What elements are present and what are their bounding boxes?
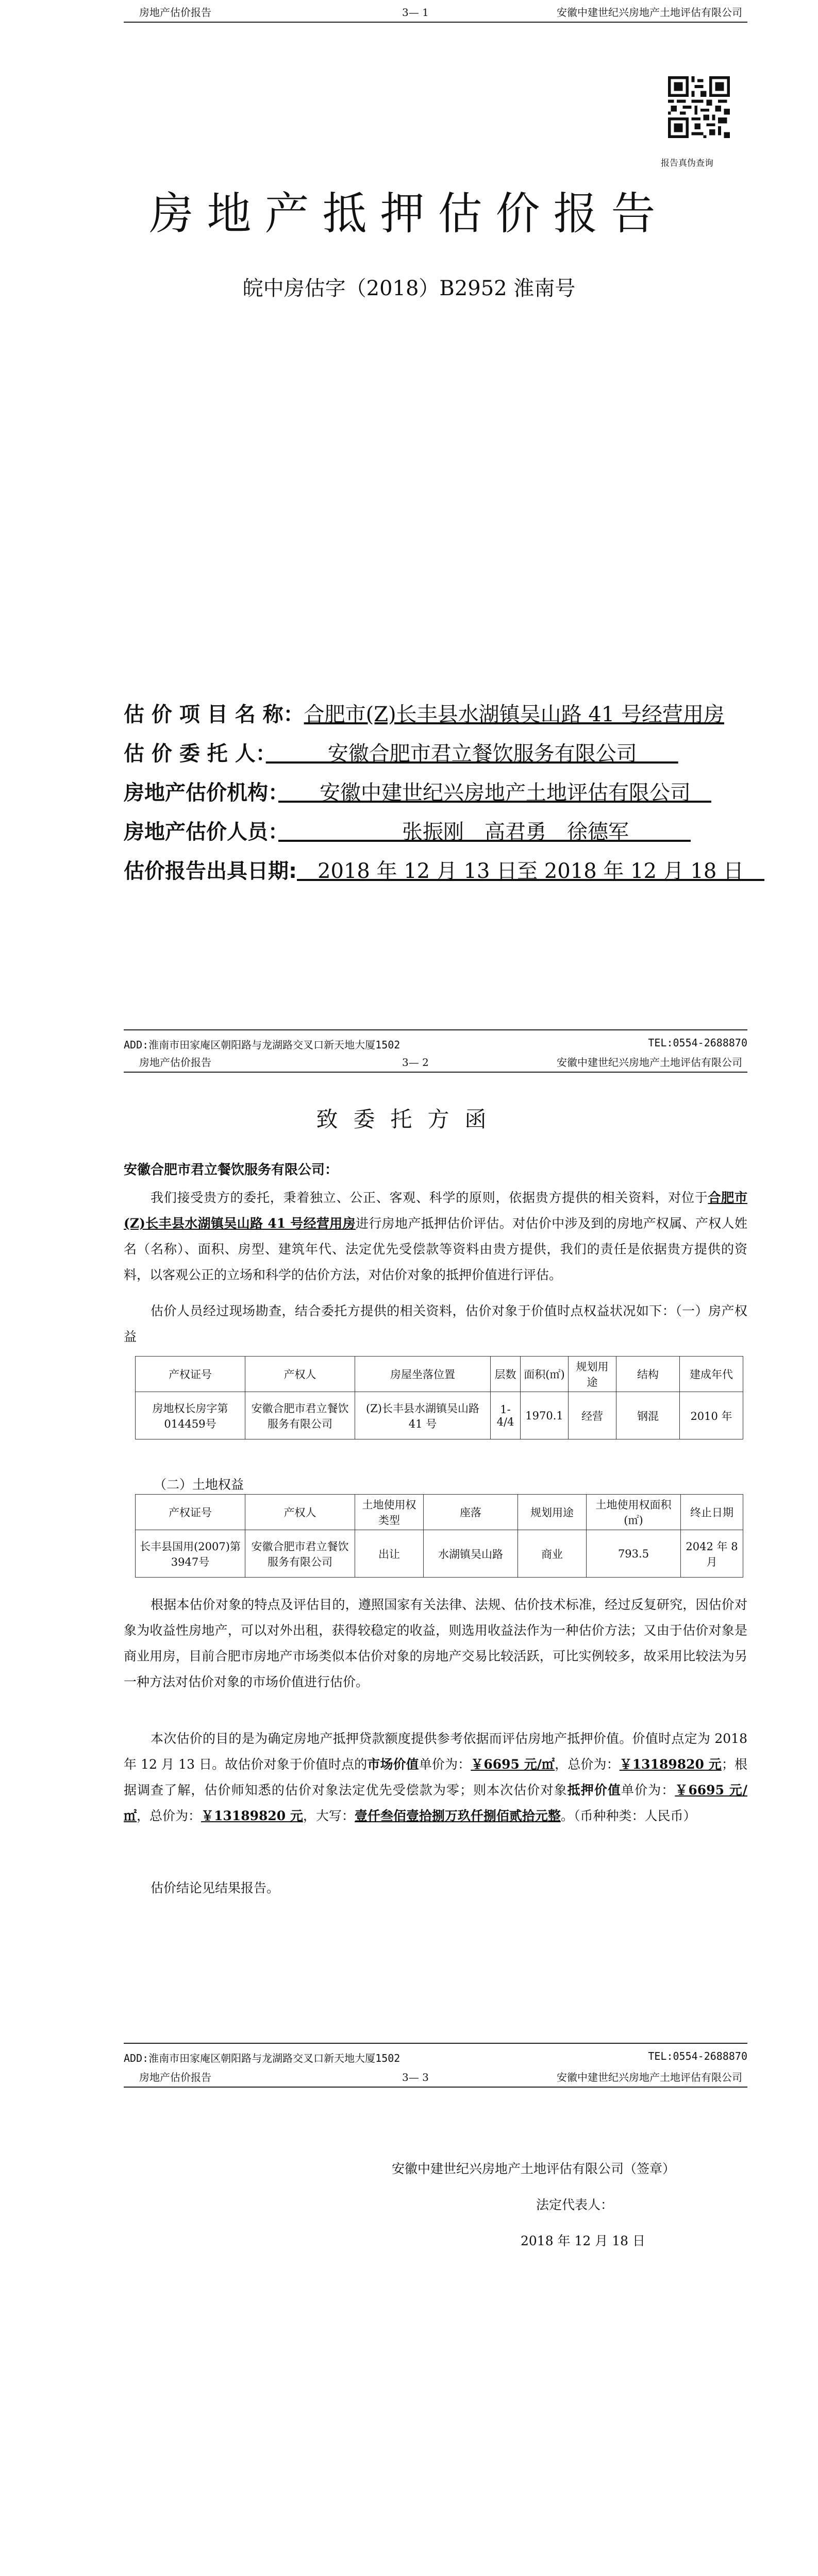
report-number: 皖中房估字（2018）B2952 淮南号 <box>242 277 576 300</box>
table-row <box>136 1392 743 1439</box>
p4-mortgage-value-label: 抵押价值 <box>567 1783 621 1798</box>
signature-legal-rep: 法定代表人： <box>536 2197 614 2212</box>
qr-caption: 报告真伪查询 <box>661 158 713 168</box>
table-cell: 1970.1 <box>521 1392 569 1439</box>
footer-address: ADD:淮南市田家庵区朝阳路与龙湖路交叉口新天地大厦1502 <box>124 2052 400 2064</box>
table-cell: 房地权长房字第014459号 <box>136 1392 245 1439</box>
table-header-cell: 产权人 <box>245 1357 355 1392</box>
page-header-2 <box>124 1054 747 1073</box>
letter-paragraph-2: 估价人员经过现场勘查，结合委托方提供的相关资料，估价对象于价值时点权益状况如下：（一）房产权益 <box>124 1303 747 1344</box>
land-rights-table <box>135 1494 743 1578</box>
p4-text: ，总价为： <box>555 1757 620 1772</box>
land-rights-label: （二）土地权益 <box>154 1477 244 1492</box>
table-header-cell: 座落 <box>424 1495 518 1530</box>
p1-property-name: 合肥市(Z)长丰县水湖镇吴山路 41 号经营用房 <box>124 1190 747 1231</box>
table-cell: 2010 年 <box>680 1392 743 1439</box>
letter-paragraph-1 <box>124 1185 747 1288</box>
signature-company: 安徽中建世纪兴房地产土地评估有限公司（签章） <box>392 2161 676 2176</box>
letter-paragraph-3: 根据本估价对象的特点及评估目的，遵照国家有关法律、法规、估价技术标准，经过反复研究，因估价对象为收益性房地产，可以对外出租，获得较稳定的收益，则选用收益法作为一种估价方法；又由于估价对象是商业用房，目前合肥市房地产市场类似本估价对象的房地产交易比较活跃，可比实例较多，故采用比较法为另一种方法对估价对象的市场价值进行估价。 <box>124 1597 747 1689</box>
table-header-cell: 规划用途 <box>569 1357 616 1392</box>
p4-text: ；根据调查了解，估价师知悉的估价对象法定优先受偿款为零；则本次估价对象 <box>124 1757 747 1798</box>
table-header-cell: 产权证号 <box>136 1495 245 1530</box>
qr-code-icon <box>668 76 730 138</box>
footer-tel: TEL:0554-2688870 <box>648 2050 747 2062</box>
table-cell: (Z)长丰县水湖镇吴山路 41 号 <box>355 1392 491 1439</box>
p4-mortgage-total-price: ￥13189820 元 <box>201 1808 303 1823</box>
p4-amount-in-words: 壹仟叁佰壹拾捌万玖仟捌佰贰拾元整 <box>354 1808 561 1823</box>
info-row-appraisers <box>124 816 691 845</box>
table-cell: 水湖镇吴山路 <box>424 1530 518 1578</box>
info-value: 安徽合肥市君立餐饮服务有限公司 <box>265 742 678 766</box>
info-row-agency <box>124 776 711 806</box>
letter-paragraph-4 <box>124 1726 747 1829</box>
letter-addressee: 安徽合肥市君立餐饮服务有限公司： <box>124 1162 339 1178</box>
info-value: 安徽中建世纪兴房地产土地评估有限公司 <box>278 781 711 805</box>
table-cell: 经营 <box>569 1392 616 1439</box>
table-header-cell: 产权证号 <box>136 1357 245 1392</box>
p4-text: 单价为： <box>419 1757 471 1772</box>
p4-mortgage-unit-price: ￥6695 元/㎡ <box>124 1783 747 1823</box>
table-header-cell: 结构 <box>616 1357 680 1392</box>
page-footer-2 <box>124 2043 747 2065</box>
footer-tel: TEL:0554-2688870 <box>648 1037 747 1049</box>
table-cell: 安徽合肥市君立餐饮服务有限公司 <box>245 1530 355 1578</box>
header-company: 安徽中建世纪兴房地产土地评估有限公司 <box>557 1056 742 1069</box>
p4-text: ，大写： <box>303 1808 355 1823</box>
info-label: 估 价 项 目 名 称： <box>124 703 304 726</box>
table-header-cell: 终止日期 <box>681 1495 743 1530</box>
footer-address: ADD:淮南市田家庵区朝阳路与龙湖路交叉口新天地大厦1502 <box>124 1039 400 1051</box>
table-cell: 钢混 <box>616 1392 680 1439</box>
header-page-number: 3— 2 <box>402 1056 429 1069</box>
table-cell: 793.5 <box>587 1530 681 1578</box>
table-header-cell: 土地使用权面积(㎡) <box>587 1495 681 1530</box>
info-row-project <box>124 698 724 727</box>
table-header-cell: 产权人 <box>245 1495 355 1530</box>
signature-date: 2018 年 12 月 18 日 <box>521 2233 645 2248</box>
p1-text-2: 进行房地产抵押估价评估。对估价中涉及到的房地产权属、产权人姓名（名称）、面积、房型、建筑年代、法定优先受偿款等资料由贵方提供，我们的责任是依据贵方提供的资料，以客观公正的立场和科学的估价方法，对估价对象的抵押价值进行评估。 <box>124 1216 747 1282</box>
table-header-cell: 房屋坐落位置 <box>355 1357 491 1392</box>
info-row-date <box>124 855 764 884</box>
info-value: 张振刚 高君勇 徐德军 <box>278 820 691 844</box>
table-cell: 商业 <box>518 1530 587 1578</box>
table-row <box>136 1530 743 1578</box>
info-value: 2018 年 12 月 13 日至 2018 年 12 月 18 日 <box>297 859 765 883</box>
table-header-cell: 层数 <box>491 1357 521 1392</box>
letter-title: 致委托方函 <box>316 1107 502 1132</box>
p4-market-total-price: ￥13189820 元 <box>619 1757 722 1772</box>
p1-text: 我们接受贵方的委托，秉着独立、公正、客观、科学的原则，依据贵方提供的相关资料，对位于 <box>151 1190 708 1205</box>
report-title: 房地产抵押估价报告 <box>149 188 669 240</box>
header-page-number: 3— 1 <box>402 6 429 19</box>
header-company: 安徽中建世纪兴房地产土地评估有限公司 <box>557 2071 742 2083</box>
page-header-1 <box>124 4 747 23</box>
table-header-cell: 规划用途 <box>518 1495 587 1530</box>
house-rights-table <box>135 1356 743 1439</box>
header-left-text: 房地产估价报告 <box>139 6 211 19</box>
info-label: 房地产估价人员： <box>124 820 278 844</box>
table-cell: 1-4/4 <box>491 1392 521 1439</box>
info-label: 估价报告出具日期: <box>124 859 297 883</box>
table-cell: 2042 年 8 月 <box>681 1530 743 1578</box>
p4-market-unit-price: ￥6695 元/㎡ <box>471 1757 555 1772</box>
table-cell: 安徽合肥市君立餐饮服务有限公司 <box>245 1392 355 1439</box>
table-header-cell: 建成年代 <box>680 1357 743 1392</box>
header-left-text: 房地产估价报告 <box>139 2071 211 2083</box>
p4-text: ，总价为： <box>137 1808 202 1823</box>
header-left-text: 房地产估价报告 <box>139 1056 211 1069</box>
p4-text: 。（币种种类：人民币） <box>560 1808 696 1823</box>
p4-text: 单价为： <box>621 1783 675 1798</box>
header-company: 安徽中建世纪兴房地产土地评估有限公司 <box>557 6 742 19</box>
letter-paragraph-5: 估价结论见结果报告。 <box>151 1880 280 1895</box>
page-footer-1 <box>124 1029 747 1052</box>
table-header-row <box>136 1357 743 1392</box>
table-header-cell: 土地使用权类型 <box>355 1495 424 1530</box>
p4-market-value-label: 市场价值 <box>367 1757 419 1772</box>
table-header-row <box>136 1495 743 1530</box>
info-label: 估 价 委 托 人： <box>124 742 266 766</box>
p4-text: 本次估价的目的是为确定房地产抵押贷款额度提供参考依据而评估房地产抵押价值。价值时点定为 2018 年 12 月 13 日。故估价对象于价值时点的 <box>124 1731 747 1772</box>
info-value: 合肥市(Z)长丰县水湖镇吴山路 41 号经营用房 <box>304 703 724 726</box>
header-page-number: 3— 3 <box>402 2071 429 2083</box>
table-cell: 出让 <box>355 1530 424 1578</box>
info-label: 房地产估价机构： <box>124 781 278 805</box>
table-cell: 长丰县国用(2007)第3947号 <box>136 1530 245 1578</box>
page-header-3 <box>124 2069 747 2088</box>
table-header-cell: 面积(㎡) <box>521 1357 569 1392</box>
info-row-client <box>124 737 678 767</box>
